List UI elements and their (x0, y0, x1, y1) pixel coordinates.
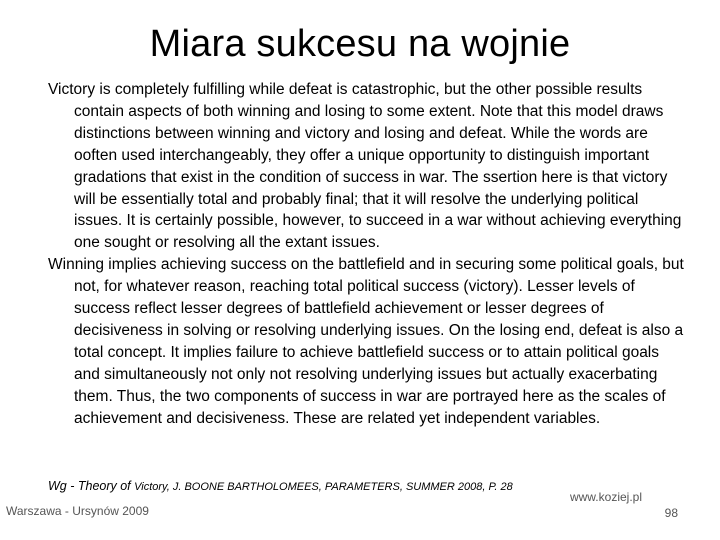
paragraph-winning: Winning implies achieving success on the battlefield and in securing some political goals, but not, for whatever reason, reaching total political success (victory). Lesser levels of success reflect lesser degrees of battlefield achievement or lesser degrees of decisiveness in solving or resolving underlying issues. On the losing end, defeat is also a total concept. It implies failure to achieve battlefield success or to attain political goals and simultaneously not only not resolving underlying issues but actually exacerbating them. Thus, the two components of success in war are portrayed here as the scales of achievement and decisiveness. These are related yet independent variables. (48, 256, 684, 427)
footer-website: www.koziej.pl (569, 490, 642, 504)
citation (48, 478, 588, 495)
slide-body (48, 79, 684, 430)
page-number: 98 (664, 506, 678, 520)
footer-location-year: Warszawa - Ursynów 2009 (6, 504, 149, 518)
citation-lead: Wg - Theory of (48, 479, 135, 493)
citation-source: Victory, J. BOONE BARTHOLOMEES, PARAMETERS, SUMMER 2008, P. 28 (134, 481, 513, 493)
paragraph-victory: Victory is completely fulfilling while defeat is catastrophic, but the other possible results contain aspects of both winning and losing to some extent. Note that this model draws distinctions between winning and victory and losing and defeat. While the words are ooften used interchangeably, they offer a unique opportunity to distinguish important gradations that exist in the condition of success in war. The ssertion here is that victory will be essentially total and probably final; that it will resolve the underlying political issues. It is certainly possible, however, to succeed in a war without achieving everything one sought or resolving all the extant issues. (48, 81, 682, 252)
slide-title: Miara sukcesu na wojnie (149, 23, 571, 65)
